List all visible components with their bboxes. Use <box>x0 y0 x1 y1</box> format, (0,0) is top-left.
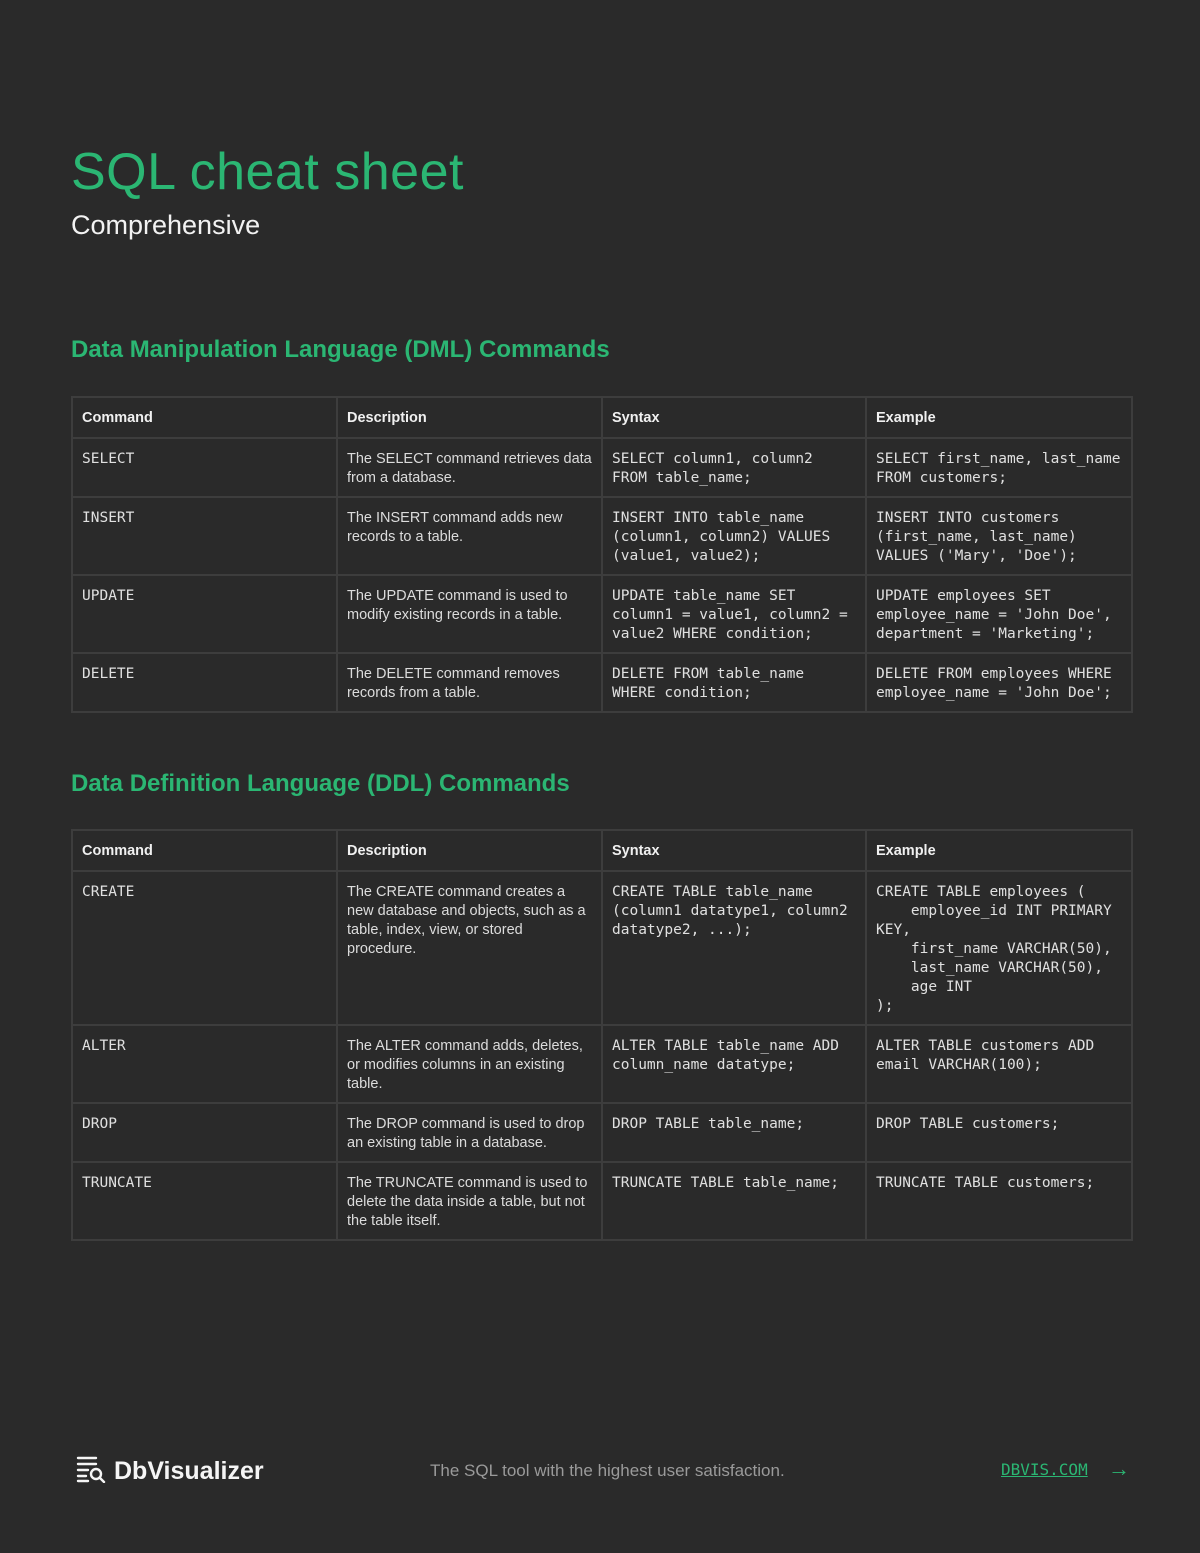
footer-tagline: The SQL tool with the highest user satisfaction. <box>430 1461 785 1480</box>
description-cell: The SELECT command retrieves data from a database. <box>337 438 602 497</box>
ddl-section-heading: Data Definition Language (DDL) Commands <box>71 770 570 797</box>
command-cell: UPDATE <box>72 575 337 653</box>
table-row <box>72 871 1132 1025</box>
description-cell: The DELETE command removes records from a table. <box>337 653 602 712</box>
column-header-syntax: Syntax <box>602 830 866 871</box>
column-header-syntax: Syntax <box>602 397 866 438</box>
example-cell: TRUNCATE TABLE customers; <box>866 1162 1132 1240</box>
syntax-cell: TRUNCATE TABLE table_name; <box>602 1162 866 1240</box>
column-header-command: Command <box>72 397 337 438</box>
command-cell: SELECT <box>72 438 337 497</box>
syntax-cell: DROP TABLE table_name; <box>602 1103 866 1162</box>
example-cell: INSERT INTO customers (first_name, last_name) VALUES ('Mary', 'Doe'); <box>866 497 1132 575</box>
example-cell: ALTER TABLE customers ADD email VARCHAR(100); <box>866 1025 1132 1103</box>
table-header-row <box>72 830 1132 871</box>
table-header-row <box>72 397 1132 438</box>
syntax-cell: UPDATE table_name SET column1 = value1, column2 = value2 WHERE condition; <box>602 575 866 653</box>
column-header-description: Description <box>337 830 602 871</box>
example-cell: SELECT first_name, last_name FROM customers; <box>866 438 1132 497</box>
syntax-cell: ALTER TABLE table_name ADD column_name datatype; <box>602 1025 866 1103</box>
ddl-commands-table <box>71 829 1133 1241</box>
description-cell: The UPDATE command is used to modify existing records in a table. <box>337 575 602 653</box>
arrow-right-icon[interactable]: → <box>1108 1456 1130 1481</box>
table-row <box>72 438 1132 497</box>
example-cell: UPDATE employees SET employee_name = 'John Doe', department = 'Marketing'; <box>866 575 1132 653</box>
table-row <box>72 497 1132 575</box>
syntax-cell: DELETE FROM table_name WHERE condition; <box>602 653 866 712</box>
table-row <box>72 653 1132 712</box>
website-link[interactable]: DBVIS.COM <box>1001 1460 1088 1479</box>
command-cell: TRUNCATE <box>72 1162 337 1240</box>
column-header-example: Example <box>866 830 1132 871</box>
command-cell: ALTER <box>72 1025 337 1103</box>
column-header-description: Description <box>337 397 602 438</box>
column-header-example: Example <box>866 397 1132 438</box>
database-search-icon <box>76 1455 106 1488</box>
dml-commands-table <box>71 396 1133 713</box>
table-row <box>72 1103 1132 1162</box>
command-cell: INSERT <box>72 497 337 575</box>
description-cell: The TRUNCATE command is used to delete the data inside a table, but not the table itself. <box>337 1162 602 1240</box>
page-title: SQL cheat sheet <box>71 143 464 201</box>
syntax-cell: INSERT INTO table_name (column1, column2) VALUES (value1, value2); <box>602 497 866 575</box>
table-row <box>72 1025 1132 1103</box>
example-cell: DELETE FROM employees WHERE employee_name = 'John Doe'; <box>866 653 1132 712</box>
table-row <box>72 575 1132 653</box>
syntax-cell: CREATE TABLE table_name (column1 datatype1, column2 datatype2, ...); <box>602 871 866 1025</box>
example-cell: CREATE TABLE employees ( employee_id INT PRIMARY KEY, first_name VARCHAR(50), last_name VARCHAR(50), age INT ); <box>866 871 1132 1025</box>
brand-name: DbVisualizer <box>114 1457 264 1485</box>
command-cell: CREATE <box>72 871 337 1025</box>
command-cell: DROP <box>72 1103 337 1162</box>
description-cell: The ALTER command adds, deletes, or modifies columns in an existing table. <box>337 1025 602 1103</box>
page-subtitle: Comprehensive <box>71 210 261 240</box>
column-header-command: Command <box>72 830 337 871</box>
description-cell: The CREATE command creates a new database and objects, such as a table, index, view, or stored procedure. <box>337 871 602 1025</box>
dml-section-heading: Data Manipulation Language (DML) Commands <box>71 336 610 363</box>
example-cell: DROP TABLE customers; <box>866 1103 1132 1162</box>
command-cell: DELETE <box>72 653 337 712</box>
description-cell: The INSERT command adds new records to a table. <box>337 497 602 575</box>
description-cell: The DROP command is used to drop an existing table in a database. <box>337 1103 602 1162</box>
syntax-cell: SELECT column1, column2 FROM table_name; <box>602 438 866 497</box>
footer-logo[interactable] <box>76 1455 264 1488</box>
table-row <box>72 1162 1132 1240</box>
